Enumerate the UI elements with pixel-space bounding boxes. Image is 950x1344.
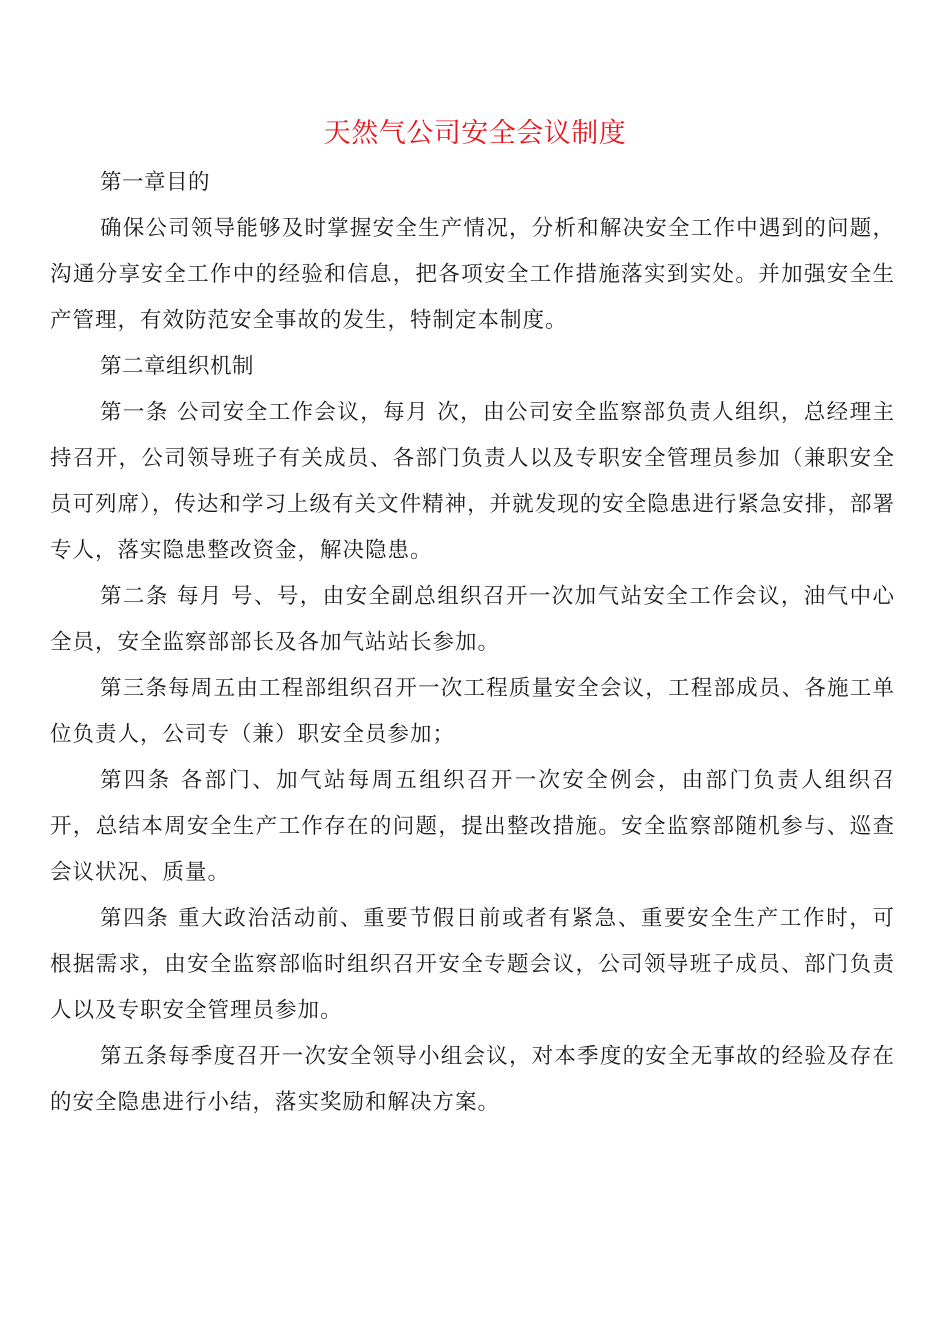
chapter-1-paragraph: 确保公司领导能够及时掌握安全生产情况，分析和解决安全工作中遇到的问题，沟通分享安全工作中的经验和信息，把各项安全工作措施落实到实处。并加强安全生产管理，有效防范安全事故的发生，特制定本制度。 (50, 216, 895, 333)
article-paragraph: 第五条每季度召开一次安全领导小组会议，对本季度的安全无事故的经验及存在的安全隐患进行小结，落实奖励和解决方案。 (50, 1044, 895, 1115)
chapter-2-heading: 第二章组织机制 (100, 354, 255, 379)
article-paragraph: 第四条 各部门、加气站每周五组织召开一次安全例会，由部门负责人组织召开，总结本周安全生产工作存在的问题，提出整改措施。安全监察部随机参与、巡查会议状况、质量。 (50, 768, 895, 885)
article-paragraph: 第一条 公司安全工作会议，每月 次，由公司安全监察部负责人组织，总经理主持召开，公司领导班子有关成员、各部门负责人以及专职安全管理员参加（兼职安全员可列席），传达和学习上级有关文件精神，并就发现的安全隐患进行紧急安排，部署专人，落实隐患整改资金，解决隐患。 (50, 400, 895, 563)
chapter-1-heading: 第一章目的 (100, 170, 211, 195)
article-paragraph: 第二条 每月 号、号，由安全副总组织召开一次加气站安全工作会议，油气中心全员，安全监察部部长及各加气站站长参加。 (50, 584, 895, 655)
article-paragraph: 第三条每周五由工程部组织召开一次工程质量安全会议，工程部成员、各施工单位负责人，公司专（兼）职安全员参加； (50, 676, 895, 747)
document-body (50, 160, 895, 1126)
article-paragraph: 第四条 重大政治活动前、重要节假日前或者有紧急、重要安全生产工作时，可根据需求，由安全监察部临时组织召开安全专题会议，公司领导班子成员、部门负责人以及专职安全管理员参加。 (50, 906, 895, 1023)
document-title: 天然气公司安全会议制度 (323, 118, 627, 149)
